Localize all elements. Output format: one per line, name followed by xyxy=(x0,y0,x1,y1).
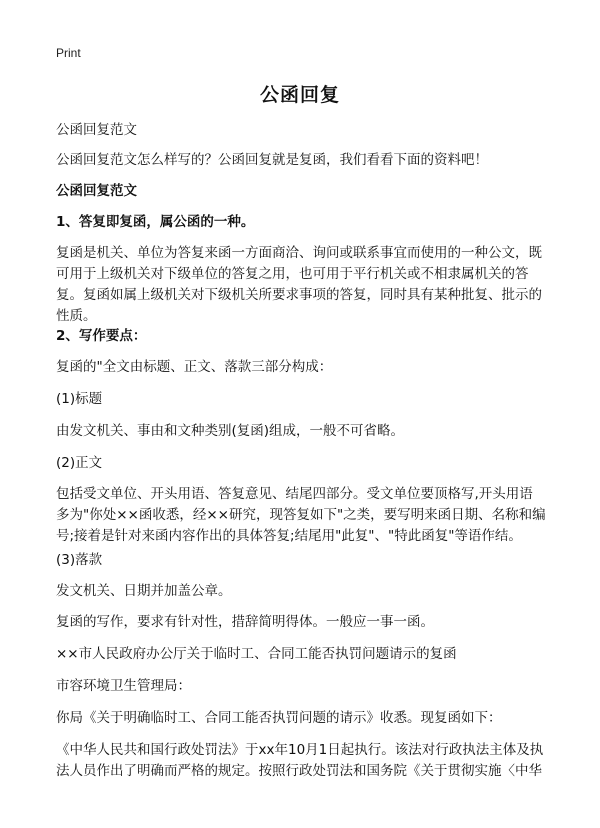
page-title: 公函回复 xyxy=(259,84,340,106)
item1-label: (1)标题 xyxy=(56,391,103,407)
section2-intro: 复函的"全文由标题、正文、落款三部分构成： xyxy=(56,359,333,375)
section1-heading: 1、答复即复函，属公函的一种。 xyxy=(56,214,255,230)
section2-heading: 2、写作要点： xyxy=(56,328,147,344)
subtitle: 公函回复范文 xyxy=(56,122,137,138)
recipient-line: 市容环境卫生管理局： xyxy=(56,678,191,694)
item2-text: 包括受文单位、开头用语、答复意见、结尾四部分。受文单位要顶格写,开头用语多为"你处××函收悉，经××研究，现答复如下"之类，要写明来函日期、名称和编号;接着是针对来函内容作出的具体答复;结尾用"此复"、"特此函复"等语作结。 xyxy=(56,486,546,544)
item3-label: (3)落款 xyxy=(56,552,103,568)
section1-paragraph: 复函是机关、单位为答复来函一方面商洽、询问或联系事宜而使用的一种公文，既可用于上级机关对下级单位的答复之用，也可用于平行机关或不相隶属机关的答复。复函如属上级机关对下级机关所要求事项的答复，同时具有某种批复、批示的性质。 xyxy=(56,245,542,324)
intro-paragraph: 公函回复范文怎么样写的？公函回复就是复函，我们看看下面的资料吧！ xyxy=(56,152,488,168)
print-link[interactable]: Print xyxy=(56,46,81,60)
sample-heading: 公函回复范文 xyxy=(56,183,137,199)
item2-label: (2)正文 xyxy=(56,455,103,471)
example-title: ××市人民政府办公厅关于临时工、合同工能否执罚问题请示的复函 xyxy=(56,646,457,662)
example-paragraph-2: 《中华人民共和国行政处罚法》于xx年10月1日起执行。该法对行政执法主体及执法人员作出了明确而严格的规定。按照行政处罚法和国务院《关于贯彻实施〈中华 xyxy=(56,742,544,779)
item1-text: 由发文机关、事由和文种类别(复函)组成，一般不可省略。 xyxy=(56,423,405,439)
item3-text: 发文机关、日期并加盖公章。 xyxy=(56,583,232,599)
summary-paragraph: 复函的写作，要求有针对性，措辞简明得体。一般应一事一函。 xyxy=(56,614,434,630)
example-paragraph-1: 你局《关于明确临时工、合同工能否执罚问题的请示》收悉。现复函如下： xyxy=(56,710,502,726)
